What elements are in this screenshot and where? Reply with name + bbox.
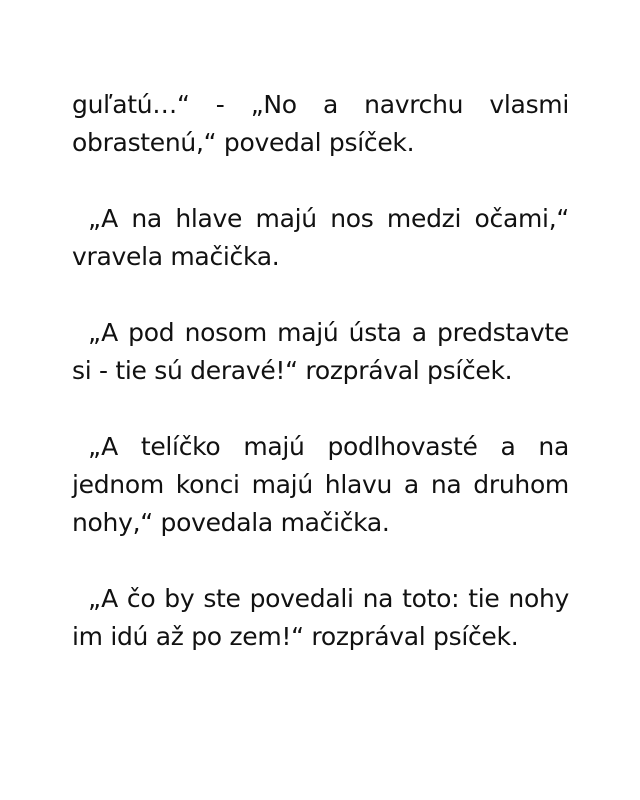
- paragraph-3: „A pod nosom majú ústa a predstavte si - tie sú deravé!“ rozprával psíček.: [72, 318, 569, 385]
- book-page: [72, 86, 569, 694]
- paragraph-2: „A na hlave majú nos medzi očami,“ vravela mačička.: [72, 204, 569, 271]
- paragraph-1: guľatú…“ - „No a navrchu vlasmi obrastenú,“ povedal psíček.: [72, 90, 569, 157]
- paragraph-5: „A čo by ste povedali na toto: tie nohy im idú až po zem!“ rozprával psíček.: [72, 584, 569, 651]
- paragraph-4: „A telíčko majú podlhovasté a na jednom konci majú hlavu a na druhom nohy,“ povedala mačička.: [72, 432, 569, 537]
